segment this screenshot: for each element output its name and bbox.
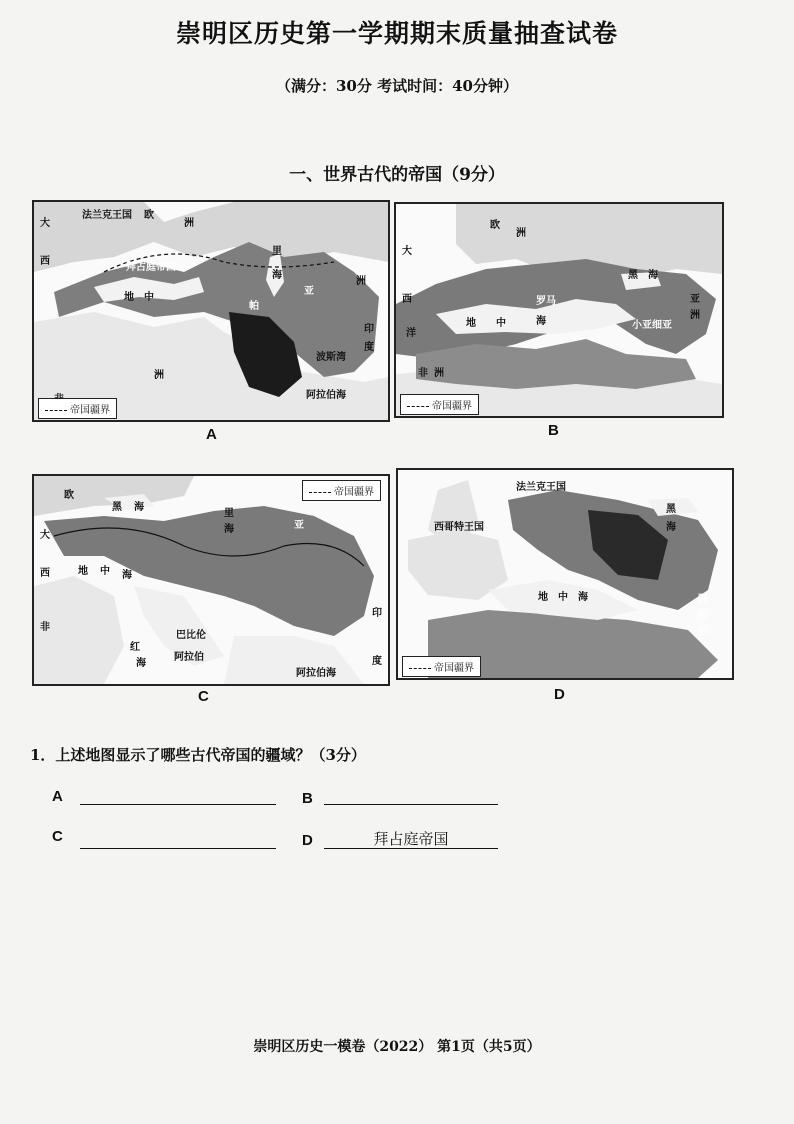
map-d-label: 阿 <box>698 594 708 605</box>
map-c-label: 非 <box>40 622 50 633</box>
map-b-label: 海 <box>648 270 658 281</box>
map-a-label: 欧 <box>144 210 154 221</box>
map-c-label: 地 <box>78 566 88 577</box>
map-c-label: 印 <box>372 608 382 619</box>
map-b-label: 洲 <box>690 310 700 321</box>
map-a-label: 大 <box>40 218 50 229</box>
map-b-label: 中 <box>496 318 506 329</box>
answer-label-c: C <box>52 828 63 845</box>
map-c-label: 巴比伦 <box>176 630 206 641</box>
map-c-label: 海 <box>224 524 234 535</box>
map-a-label: 帕 <box>249 301 259 312</box>
map-c-label: 海 <box>122 570 132 581</box>
answer-label-d: D <box>302 832 313 849</box>
border-line-icon <box>409 668 431 669</box>
map-c-label: 海 <box>136 658 146 669</box>
border-line-icon <box>407 406 429 407</box>
answer-label-b: B <box>302 790 313 807</box>
map-c-label: 欧 <box>64 490 74 501</box>
map-d <box>396 468 734 680</box>
map-a-label: 中 <box>144 292 154 303</box>
map-b-label: 黑 <box>628 270 638 281</box>
map-a-label: 西 <box>40 256 50 267</box>
answer-field-b[interactable] <box>324 784 498 805</box>
answer-field-c[interactable] <box>80 828 276 849</box>
map-d-label: 西哥特王国 <box>434 522 484 533</box>
map-b-label: 大 <box>402 246 412 257</box>
map-a-label: 阿拉伯海 <box>306 390 346 401</box>
map-a-legend: 帝国疆界 <box>38 398 117 419</box>
map-a-label: 洲 <box>154 370 164 381</box>
map-c-label: 度 <box>372 656 382 667</box>
map-a-label: 里 <box>272 246 282 257</box>
map-c-label: 阿拉伯 <box>174 652 204 663</box>
map-a-label: 洲 <box>356 276 366 287</box>
page-title: 崇明区历史第一学期期末质量抽查试卷 <box>175 19 618 48</box>
map-a <box>32 200 390 422</box>
map-c-label: 亚 <box>294 520 304 531</box>
border-line-icon <box>45 410 67 411</box>
map-d-label: 中 <box>558 592 568 603</box>
map-d-label: 海 <box>666 522 676 533</box>
map-c <box>32 474 390 686</box>
map-c-label: 里 <box>224 508 234 519</box>
map-b-label: 西 <box>402 294 412 305</box>
map-a-label: 印 <box>364 324 374 335</box>
map-b-label: 小亚细亚 <box>632 320 672 331</box>
map-a-label: 地 <box>124 292 134 303</box>
map-a-label: 度 <box>364 342 374 353</box>
map-d-legend: 帝国疆界 <box>402 656 481 677</box>
border-line-icon <box>309 492 331 493</box>
map-a-label: 亚 <box>304 286 314 297</box>
page-footer: 崇明区历史一模卷（2022） 第1页（共5页） <box>253 1039 541 1055</box>
map-c-label: 西 <box>40 568 50 579</box>
question-1-text: 1．上述地图显示了哪些古代帝国的疆域？（3分） <box>30 746 366 764</box>
map-b-label: 罗马 <box>536 296 556 307</box>
answer-field-d[interactable]: 拜占庭帝国 <box>324 828 498 849</box>
map-b-label: 欧 <box>490 220 500 231</box>
map-d-label: 伯 <box>698 626 708 637</box>
map-c-legend: 帝国疆界 <box>302 480 381 501</box>
map-a-label: 波斯湾 <box>316 352 346 363</box>
map-a-label: 洲 <box>184 218 194 229</box>
map-c-label: 中 <box>100 566 110 577</box>
map-b-label: 海 <box>536 316 546 327</box>
map-c-label: 红 <box>130 642 140 653</box>
map-a-label: 法兰克王国 <box>82 210 132 221</box>
answer-field-a[interactable] <box>80 784 276 805</box>
map-c-label: 黑 <box>112 502 122 513</box>
map-b-letter: B <box>548 422 559 439</box>
map-d-label: 法兰克王国 <box>516 482 566 493</box>
map-b-label: 非 <box>418 368 428 379</box>
map-b-legend: 帝国疆界 <box>400 394 479 415</box>
map-d-label: 黑 <box>666 504 676 515</box>
map-a-label: 海 <box>272 270 282 281</box>
map-c-label: 大 <box>40 530 50 541</box>
map-c-label: 阿拉伯海 <box>296 668 336 679</box>
map-b-label: 地 <box>466 318 476 329</box>
map-a-letter: A <box>206 426 217 443</box>
map-b-label: 亚 <box>690 294 700 305</box>
exam-info: （满分：30分 考试时间：40分钟） <box>276 77 518 95</box>
map-a-label: 拜占庭帝国 <box>126 262 176 273</box>
map-b-label: 洋 <box>406 328 416 339</box>
map-d-label: 拉 <box>698 610 708 621</box>
map-b-label: 洲 <box>434 368 444 379</box>
map-d-label: 海 <box>578 592 588 603</box>
map-b-label: 洲 <box>516 228 526 239</box>
map-c-letter: C <box>198 688 209 705</box>
map-d-letter: D <box>554 686 565 703</box>
map-d-label: 地 <box>538 592 548 603</box>
map-b <box>394 202 724 418</box>
map-c-label: 海 <box>134 502 144 513</box>
section-title: 一、世界古代的帝国（9分） <box>289 165 505 185</box>
answer-label-a: A <box>52 788 63 805</box>
